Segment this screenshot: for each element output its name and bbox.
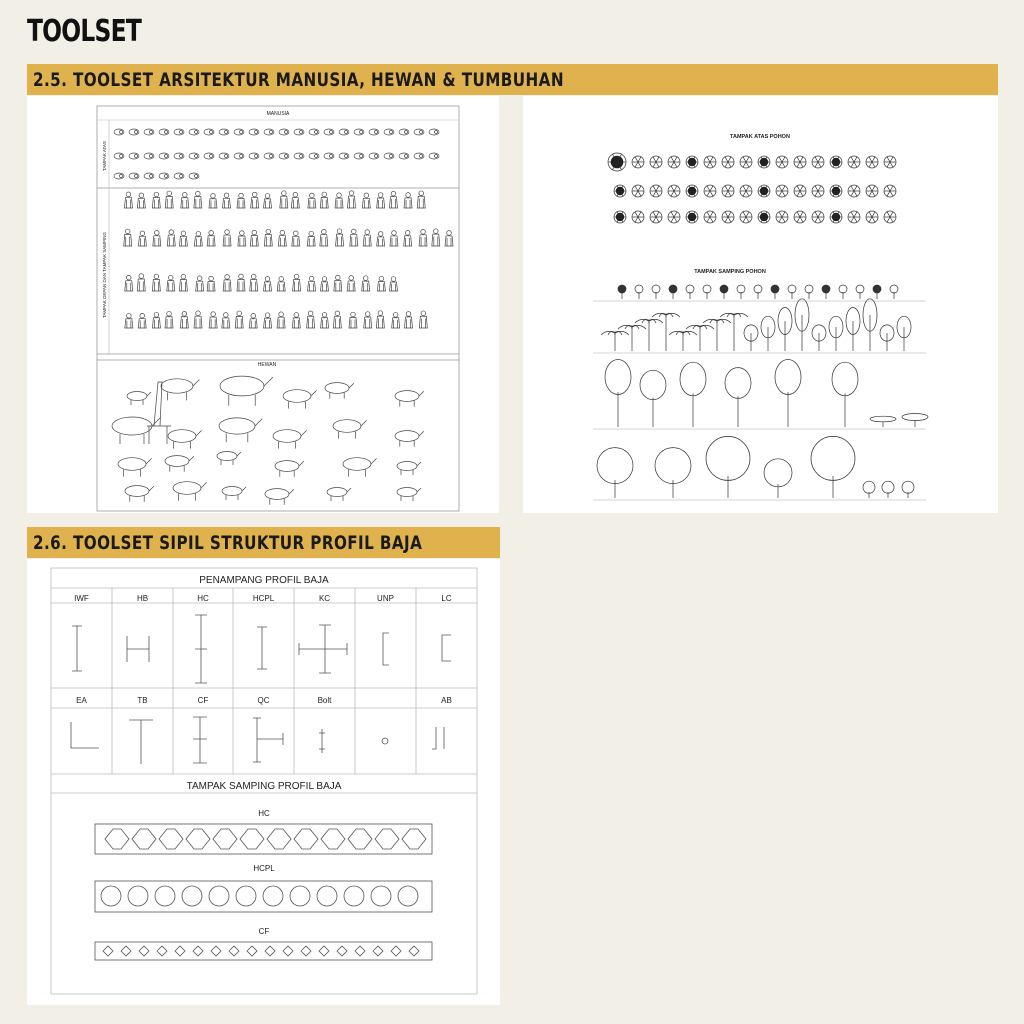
animal-glyph xyxy=(127,392,147,401)
person-glyph xyxy=(378,193,383,198)
person-glyph xyxy=(406,312,411,317)
person-glyph xyxy=(279,312,284,317)
person-glyph xyxy=(225,275,230,280)
animal-glyph xyxy=(217,452,237,461)
hc-shape xyxy=(195,615,207,683)
people-animal-glyphs xyxy=(112,129,453,505)
profil-baja-drawing xyxy=(27,559,500,1005)
tree-side-glyph xyxy=(706,436,750,480)
animal-glyph xyxy=(395,431,419,442)
animal-glyph xyxy=(343,458,371,471)
tree-side-glyph xyxy=(652,285,660,293)
animal-glyph xyxy=(173,482,201,495)
tree-side-glyph xyxy=(771,285,779,293)
cross-section-title: PENAMPANG PROFIL BAJA xyxy=(199,575,329,586)
person-glyph xyxy=(181,274,186,279)
tree-side-glyph xyxy=(725,368,751,399)
person-glyph xyxy=(154,274,159,279)
manusia-title: MANUSIA xyxy=(266,111,290,117)
section-heading-sipil xyxy=(27,527,500,558)
beam-label: HCPL xyxy=(253,864,275,873)
tree-side-glyph xyxy=(822,285,830,293)
person-glyph xyxy=(349,191,354,196)
person-glyph xyxy=(351,312,356,317)
person-glyph xyxy=(224,313,229,318)
person-glyph xyxy=(209,276,214,281)
person-glyph xyxy=(405,231,410,236)
tree-side-glyph xyxy=(856,285,864,293)
person-glyph xyxy=(211,312,216,317)
tree-glyphs xyxy=(593,153,928,500)
tree-side-glyph xyxy=(680,362,706,396)
person-glyph xyxy=(209,230,214,235)
ab-shape xyxy=(432,727,444,749)
page-title: TOOLSET xyxy=(27,14,142,49)
animal-glyph xyxy=(325,383,349,394)
tree-side-glyph xyxy=(669,285,677,293)
person-glyph xyxy=(322,312,327,317)
tree-side-glyph xyxy=(635,285,643,293)
person-glyph xyxy=(265,194,270,199)
person-glyph xyxy=(378,232,383,237)
side-view-title: TAMPAK SAMPING PROFIL BAJA xyxy=(186,781,342,792)
section-heading-text: 2.5. TOOLSET ARSITEKTUR MANUSIA, HEWAN & TUMBUHAN xyxy=(33,69,564,91)
animal-glyph xyxy=(265,489,289,500)
person-glyph xyxy=(154,192,159,197)
profile-label: IWF xyxy=(74,594,89,603)
tree-side-glyph xyxy=(597,448,633,484)
animal-glyph xyxy=(283,390,311,403)
cf-beam xyxy=(95,942,432,960)
tree-side-glyph xyxy=(720,285,728,293)
person-glyph xyxy=(447,231,452,236)
section-heading-arsitektur xyxy=(27,64,998,95)
kc-shape xyxy=(299,625,347,673)
person-glyph xyxy=(349,276,354,281)
tree-side-glyph xyxy=(788,285,796,293)
tree-side-glyph xyxy=(737,285,745,293)
tree-side-glyph xyxy=(703,285,711,293)
person-glyph xyxy=(265,277,270,282)
person-glyph xyxy=(127,313,132,318)
person-glyph xyxy=(337,193,342,198)
person-glyph xyxy=(365,230,370,235)
person-glyph xyxy=(363,276,368,281)
profile-label: LC xyxy=(441,594,452,603)
animal-glyph xyxy=(220,376,264,396)
person-glyph xyxy=(126,275,131,280)
person-glyph xyxy=(421,229,426,234)
person-glyph xyxy=(379,276,384,281)
person-glyph xyxy=(239,193,244,198)
person-glyph xyxy=(309,276,314,281)
person-glyph xyxy=(182,311,187,316)
beam-label: CF xyxy=(258,927,270,936)
tree-side-glyph xyxy=(686,285,694,293)
beam-label: HC xyxy=(258,809,270,818)
tree-side-glyph xyxy=(805,285,813,293)
animal-glyph xyxy=(275,461,299,472)
pohon-side-title: TAMPAK SAMPING POHON xyxy=(694,269,766,275)
profile-label: Bolt xyxy=(317,696,332,705)
tree-side-glyph xyxy=(605,360,631,395)
animal-glyph xyxy=(161,379,193,393)
person-glyph xyxy=(378,311,383,316)
person-glyph xyxy=(196,231,201,236)
person-glyph xyxy=(252,192,257,197)
person-glyph xyxy=(322,192,327,197)
person-glyph xyxy=(364,193,369,198)
person-glyph xyxy=(197,276,202,281)
person-glyph xyxy=(393,312,398,317)
cf-shape xyxy=(193,717,207,763)
person-glyph xyxy=(293,231,298,236)
person-glyph xyxy=(154,312,159,317)
tree-side-glyph xyxy=(811,436,855,480)
person-glyph xyxy=(167,191,172,196)
profile-label: HC xyxy=(197,594,209,603)
person-glyph xyxy=(419,191,424,196)
profile-label: EA xyxy=(76,696,87,705)
person-glyph xyxy=(182,192,187,197)
person-glyph xyxy=(240,231,245,236)
person-glyph xyxy=(251,274,256,279)
iwf-shape xyxy=(72,626,82,671)
tree-side-glyph xyxy=(890,285,898,293)
person-glyph xyxy=(336,275,341,280)
animal-glyph xyxy=(327,488,347,497)
person-glyph xyxy=(126,192,131,197)
lc-shape xyxy=(442,635,451,661)
pohon-top-title: TAMPAK ATAS POHON xyxy=(730,134,790,140)
ea-shape xyxy=(71,722,99,748)
animal-glyph xyxy=(125,486,149,497)
animal-glyph xyxy=(397,462,417,471)
row-label-top: TAMPAK ATAS xyxy=(102,141,107,171)
profil-baja-panel xyxy=(27,559,500,1005)
person-glyph xyxy=(391,191,396,196)
person-glyph xyxy=(225,230,230,235)
profile-label: UNP xyxy=(377,594,394,603)
person-glyph xyxy=(294,274,299,279)
tree-side-glyph xyxy=(832,362,858,396)
animal-glyph xyxy=(165,456,189,467)
person-glyph xyxy=(351,229,356,234)
person-glyph xyxy=(309,231,314,236)
animal-glyph xyxy=(168,430,196,443)
tree-side-glyph xyxy=(764,459,792,487)
person-glyph xyxy=(322,229,327,234)
tree-side-glyph xyxy=(882,481,894,493)
tree-side-glyph xyxy=(902,481,914,493)
person-glyph xyxy=(365,312,370,317)
animal-glyph xyxy=(395,391,419,402)
person-glyph xyxy=(252,230,257,235)
person-glyph xyxy=(421,311,426,316)
tree-side-glyph xyxy=(618,285,626,293)
tree-side-glyph xyxy=(775,360,801,395)
person-glyph xyxy=(265,313,270,318)
profile-label: TB xyxy=(137,696,148,705)
person-glyph xyxy=(337,229,342,234)
profile-label: KC xyxy=(318,594,331,603)
animal-glyph xyxy=(118,458,146,471)
tree-side-glyph xyxy=(655,448,691,484)
pohon-drawing xyxy=(523,96,998,513)
bolt-shape xyxy=(319,729,325,753)
tree-side-glyph xyxy=(870,416,896,422)
hcpl-shape xyxy=(257,627,267,669)
person-glyph xyxy=(308,311,313,316)
person-glyph xyxy=(125,229,130,234)
profile-label: HCPL xyxy=(252,594,275,603)
person-glyph xyxy=(282,191,287,196)
person-glyph xyxy=(335,311,340,316)
tree-side-glyph xyxy=(902,414,928,421)
person-glyph xyxy=(280,230,285,235)
person-glyph xyxy=(167,311,172,316)
person-glyph xyxy=(155,230,160,235)
person-glyph xyxy=(239,274,244,279)
person-glyph xyxy=(310,193,315,198)
section-heading-text: 2.6. TOOLSET SIPIL STRUKTUR PROFIL BAJA xyxy=(33,532,423,554)
row-label-side: TAMPAK DEPAN DAN TAMPAK SAMPING xyxy=(102,231,107,318)
unp-shape xyxy=(383,633,389,665)
profile-label: CF xyxy=(197,696,209,705)
person-glyph xyxy=(237,311,242,316)
hewan-title: HEWAN xyxy=(257,362,277,368)
manusia-hewan-panel xyxy=(27,96,499,513)
person-glyph xyxy=(181,231,186,236)
person-glyph xyxy=(139,274,144,279)
animal-glyph xyxy=(273,430,301,443)
profile-label: HB xyxy=(136,594,149,603)
person-glyph xyxy=(293,192,298,197)
animal-glyph xyxy=(219,418,255,434)
person-glyph xyxy=(169,230,174,235)
tree-side-glyph xyxy=(863,481,875,493)
hb-shape xyxy=(127,636,149,662)
tree-side-glyph xyxy=(640,370,666,399)
pohon-panel xyxy=(523,96,998,513)
person-glyph xyxy=(224,193,229,198)
person-glyph xyxy=(140,313,145,318)
tree-side-glyph xyxy=(754,285,762,293)
animal-glyph xyxy=(222,487,242,496)
bolt-head-shape xyxy=(382,738,388,744)
person-glyph xyxy=(211,193,216,198)
person-glyph xyxy=(251,313,256,318)
person-glyph xyxy=(139,193,144,198)
person-glyph xyxy=(434,229,439,234)
profile-label: QC xyxy=(257,696,270,705)
animal-glyph xyxy=(112,417,152,435)
person-glyph xyxy=(392,231,397,236)
person-glyph xyxy=(294,313,299,318)
person-glyph xyxy=(140,231,145,236)
profile-label: AB xyxy=(441,696,452,705)
person-glyph xyxy=(391,277,396,282)
animal-glyph xyxy=(333,420,361,433)
person-glyph xyxy=(168,275,173,280)
tree-side-glyph xyxy=(873,285,881,293)
qc-shape xyxy=(253,718,283,762)
giraffe-glyph xyxy=(147,382,171,444)
person-glyph xyxy=(266,229,271,234)
person-glyph xyxy=(196,191,201,196)
tb-shape xyxy=(129,720,153,764)
person-glyph xyxy=(279,277,284,282)
tree-side-glyph xyxy=(839,285,847,293)
person-glyph xyxy=(406,193,411,198)
person-glyph xyxy=(196,311,201,316)
animal-glyph xyxy=(397,488,417,497)
manusia-hewan-drawing xyxy=(27,96,499,513)
person-glyph xyxy=(322,277,327,282)
